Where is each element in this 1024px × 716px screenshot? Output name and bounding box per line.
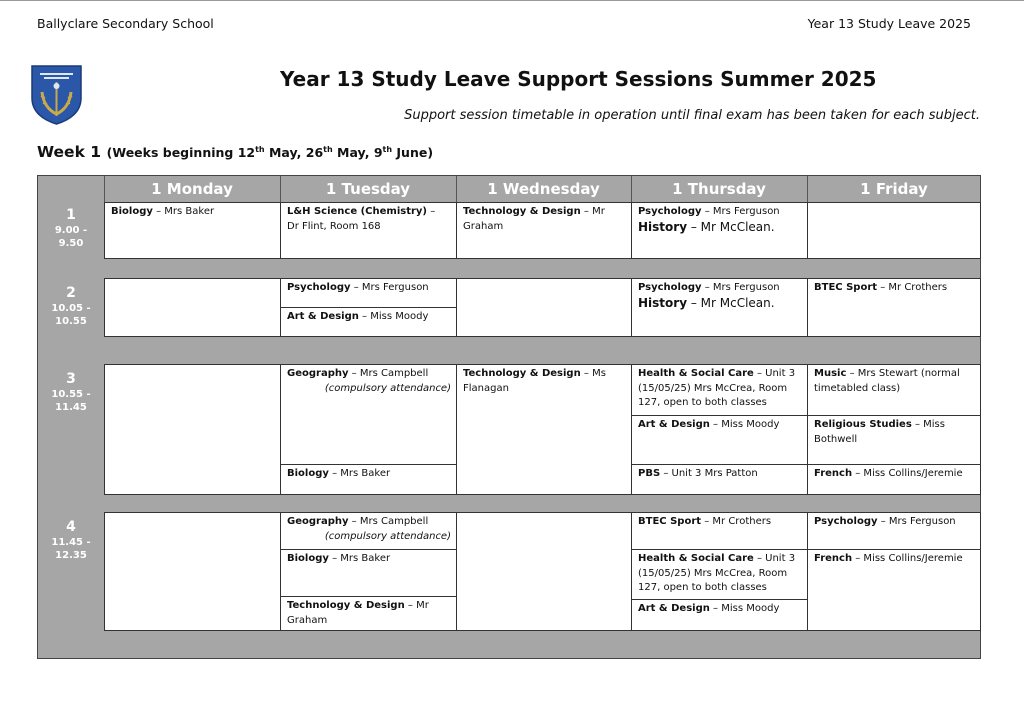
attendance-note: (compulsory attendance) — [324, 382, 451, 394]
period-time: 9.00 - — [54, 225, 88, 236]
header-divider — [456, 176, 457, 202]
period-time: 10.05 - — [51, 303, 91, 314]
teacher-name: – Mrs Baker — [328, 468, 391, 479]
subject-name: Technology & Design — [463, 206, 581, 217]
cell-p2-tuesday-b — [280, 307, 457, 337]
subject-name: Geography — [287, 368, 349, 379]
ordinal-suffix: th — [382, 144, 393, 154]
top-border — [0, 0, 1024, 1]
ordinal-suffix: th — [323, 144, 333, 154]
period-time: 11.45 - — [51, 537, 91, 548]
cell-p4-friday-a — [807, 512, 981, 550]
week-dates — [107, 145, 433, 160]
cell-p4-thursday-c — [631, 599, 808, 631]
teacher-name: – — [427, 206, 436, 217]
cell-p1-thursday — [631, 202, 808, 259]
period-number: 3 — [66, 371, 76, 387]
teacher-name: – Mrs Ferguson — [877, 516, 956, 527]
teacher-name: – Unit 3 Mrs Patton — [660, 468, 758, 479]
day-header-thursday: 1 Thursday — [672, 180, 766, 198]
subject-name: Psychology — [287, 282, 351, 293]
subject-name: Psychology — [814, 516, 878, 527]
subject-name: Art & Design — [638, 603, 710, 614]
cell-p1-wednesday — [456, 202, 632, 259]
cell-p3-friday-c — [807, 464, 981, 495]
teacher-name: – Mrs Ferguson — [701, 206, 780, 217]
cell-p4-tuesday-c — [280, 596, 457, 631]
document-label: Year 13 Study Leave 2025 — [807, 16, 971, 31]
day-header-monday: 1 Monday — [151, 180, 233, 198]
subject-name: Art & Design — [638, 419, 710, 430]
cell-p3-friday-b — [807, 415, 981, 465]
header-divider — [104, 176, 105, 202]
subject-name: Technology & Design — [463, 368, 581, 379]
period-number: 1 — [66, 207, 76, 223]
cell-p3-wednesday — [456, 364, 632, 495]
teacher-name: – Mrs Ferguson — [350, 282, 429, 293]
timetable-grid — [37, 175, 981, 659]
cell-p2-monday — [104, 278, 281, 337]
teacher-name: – Miss Bothwell — [814, 419, 945, 445]
day-header-friday: 1 Friday — [860, 180, 928, 198]
cell-p4-wednesday — [456, 512, 632, 631]
subject-name: Art & Design — [287, 311, 359, 322]
period-label-4 — [38, 518, 104, 562]
cell-p4-friday-b — [807, 549, 981, 631]
cell-p3-tuesday-b — [280, 464, 457, 495]
subject-name: Music — [814, 368, 847, 379]
teacher-name: – Mr Graham — [463, 206, 605, 232]
period-time: 10.55 - — [51, 389, 91, 400]
ordinal-suffix: th — [255, 144, 265, 154]
period-label-3 — [38, 370, 104, 414]
cell-p1-monday — [104, 202, 281, 259]
teacher-name: – Mrs Campbell — [348, 368, 429, 379]
subject-name: French — [814, 553, 853, 564]
subject-name: BTEC Sport — [814, 282, 878, 293]
period-time: 11.45 — [55, 402, 87, 413]
teacher-name: – Ms Flanagan — [463, 368, 606, 394]
subject-name: BTEC Sport — [638, 516, 702, 527]
subject-name: Psychology — [638, 282, 702, 293]
period-label-1 — [38, 206, 104, 250]
teacher-name: – Mrs Baker — [152, 206, 215, 217]
header-divider — [631, 176, 632, 202]
cell-p3-thursday-b — [631, 415, 808, 465]
subject-name: Biology — [287, 468, 329, 479]
header-divider — [280, 176, 281, 202]
teacher-name: – Mrs Stewart (normal timetabled class) — [814, 368, 960, 394]
week-dates-part: (Weeks beginning 12 — [106, 145, 256, 160]
subject-name: History — [638, 295, 688, 310]
cell-p1-friday — [807, 202, 981, 259]
period-number: 4 — [66, 519, 76, 535]
teacher-name: – Mr Crothers — [701, 516, 772, 527]
period-label-2 — [38, 284, 104, 328]
school-name: Ballyclare Secondary School — [37, 16, 214, 31]
week-dates-part: June) — [396, 145, 434, 160]
cell-p4-tuesday-b — [280, 549, 457, 597]
subject-name: Technology & Design — [287, 600, 405, 611]
teacher-name: – Mr McClean. — [687, 219, 775, 234]
teacher-name: – Miss Moody — [709, 419, 780, 430]
cell-p3-tuesday-a — [280, 364, 457, 465]
period-time: 12.35 — [55, 550, 87, 561]
attendance-note: (compulsory attendance) — [324, 530, 451, 542]
subject-name: Health & Social Care — [638, 553, 754, 564]
subject-name: Geography — [287, 516, 349, 527]
teacher-name: – Unit 3 (15/05/25) Mrs McCrea, Room 127, open to both classes — [638, 553, 796, 593]
subject-name: L&H Science (Chemistry) — [287, 206, 428, 217]
header-divider — [807, 176, 808, 202]
day-header-tuesday: 1 Tuesday — [325, 180, 411, 198]
teacher-name: – Miss Moody — [709, 603, 780, 614]
subject-name: Religious Studies — [814, 419, 912, 430]
subject-name: Biology — [111, 206, 153, 217]
teacher-name: – Miss Collins/Jeremie — [852, 468, 963, 479]
teacher-name: – Mr Graham — [287, 600, 429, 626]
page-subtitle: Support session timetable in operation until final exam has been taken for each subject. — [404, 108, 980, 123]
cell-p2-wednesday — [456, 278, 632, 337]
teacher-name: – Miss Collins/Jeremie — [852, 553, 963, 564]
cell-p4-thursday-b — [631, 549, 808, 600]
subject-name: Health & Social Care — [638, 368, 754, 379]
school-crest-logo — [30, 64, 83, 126]
cell-p3-friday-a — [807, 364, 981, 416]
period-number: 2 — [66, 285, 76, 301]
teacher-name: – Mrs Campbell — [348, 516, 429, 527]
cell-p3-thursday-c — [631, 464, 808, 495]
period-time: 10.55 — [55, 316, 87, 327]
subject-name: PBS — [638, 468, 661, 479]
week-heading — [37, 142, 433, 161]
teacher-room: Dr Flint, Room 168 — [287, 220, 381, 232]
period-time: 9.50 — [58, 238, 84, 249]
week-dates-part: May, 9 — [337, 145, 383, 160]
teacher-name: – Unit 3 (15/05/25) Mrs McCrea, Room 127, open to both classes — [638, 368, 796, 408]
day-header-wednesday: 1 Wednesday — [487, 180, 600, 198]
teacher-name: – Mr McClean. — [687, 295, 775, 310]
subject-name: Biology — [287, 553, 329, 564]
cell-p4-thursday-a — [631, 512, 808, 550]
teacher-name: – Mrs Baker — [328, 553, 391, 564]
cell-p4-tuesday-a — [280, 512, 457, 550]
subject-name: History — [638, 219, 688, 234]
teacher-name: – Miss Moody — [358, 311, 429, 322]
week-label: Week 1 — [37, 143, 102, 161]
subject-name: Psychology — [638, 206, 702, 217]
cell-p2-friday — [807, 278, 981, 337]
cell-p2-thursday — [631, 278, 808, 337]
teacher-name: – Mrs Ferguson — [701, 282, 780, 293]
cell-p1-tuesday — [280, 202, 457, 259]
week-dates-part: May, 26 — [268, 145, 324, 160]
cell-p3-thursday-a — [631, 364, 808, 416]
cell-p3-monday — [104, 364, 281, 495]
teacher-name: – Mr Crothers — [877, 282, 948, 293]
cell-p2-tuesday-a — [280, 278, 457, 308]
subject-name: French — [814, 468, 853, 479]
cell-p4-monday — [104, 512, 281, 631]
page-title: Year 13 Study Leave Support Sessions Summer 2025 — [280, 67, 877, 91]
